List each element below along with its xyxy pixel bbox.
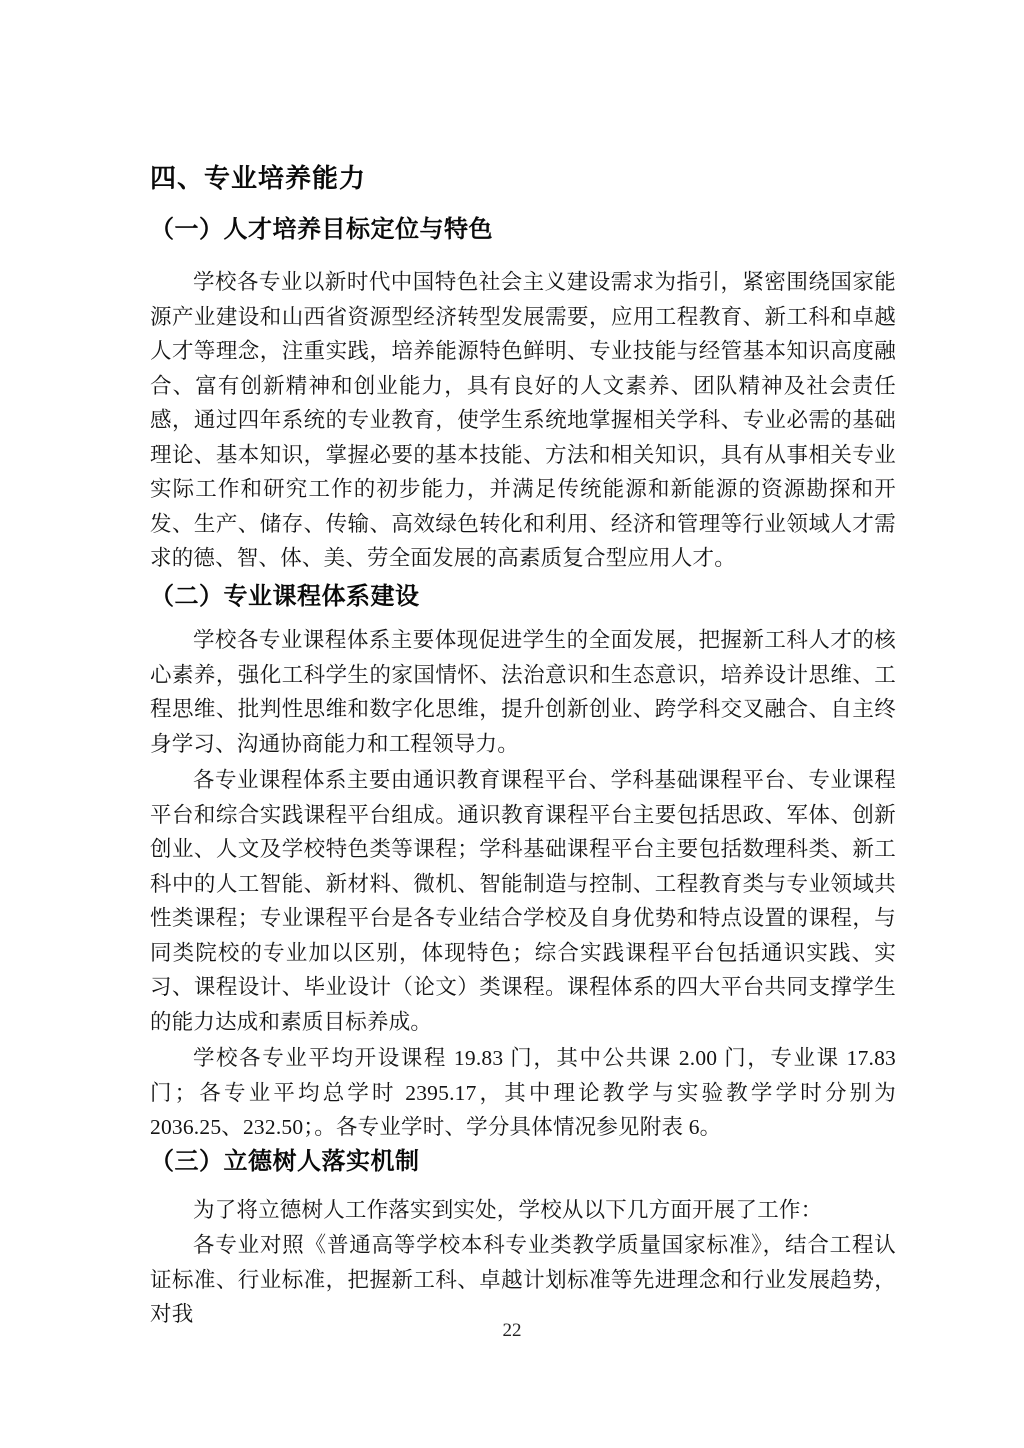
paragraph-talent-goals: 学校各专业以新时代中国特色社会主义建设需求为指引，紧密围绕国家能源产业建设和山西省资源型经济转型发展需要，应用工程教育、新工科和卓越人才等理念，注重实践，培养能源特色鲜明、专业技能与经管基本知识高度融合、富有创新精神和创业能力，具有良好的人文素养、团队精神及社会责任感，通过四年系统的专业教育，使学生系统地掌握相关学科、专业必需的基础理论、基本知识，掌握必要的基本技能、方法和相关知识，具有从事相关专业实际工作和研究工作的初步能力，并满足传统能源和新能源的资源勘探和开发、生产、储存、传输、高效绿色转化和利用、经济和管理等行业领域人才需求的德、智、体、美、劳全面发展的高素质复合型应用人才。 (150, 270, 896, 570)
subsection-heading-moral-education: （三）立德树人落实机制 (150, 1148, 420, 1175)
subsection-heading-curriculum-system: （二）专业课程体系建设 (150, 583, 420, 610)
paragraph-curriculum-overview: 学校各专业课程体系主要体现促进学生的全面发展，把握新工科人才的核心素养，强化工科学生的家国情怀、法治意识和生态意识，培养设计思维、工程思维、批判性思维和数字化思维，提升创新创业、跨学科交叉融合、自主终身学习、沟通协商能力和工程领导力。 (150, 628, 896, 756)
page-number: 22 (502, 1320, 522, 1341)
paragraph-curriculum-platforms: 各专业课程体系主要由通识教育课程平台、学科基础课程平台、专业课程平台和综合实践课程平台组成。通识教育课程平台主要包括思政、军体、创新创业、人文及学校特色类等课程；学科基础课程平台主要包括数理科类、新工科中的人工智能、新材料、微机、智能制造与控制、工程教育类与专业领域共性类课程；专业课程平台是各专业结合学校及自身优势和特点设置的课程，与同类院校的专业加以区别，体现特色；综合实践课程平台包括通识实践、实习、课程设计、毕业设计（论文）类课程。课程体系的四大平台共同支撑学生的能力达成和素质目标养成。 (150, 768, 896, 1034)
paragraph-course-statistics: 学校各专业平均开设课程 19.83 门，其中公共课 2.00 门，专业课 17.83 门；各专业平均总学时 2395.17，其中理论教学与实验教学学时分别为 2036.25、232.50；。各专业学时、学分具体情况参见附表 6。 (150, 1046, 896, 1139)
subsection-heading-talent-goals: （一）人才培养目标定位与特色 (150, 216, 493, 243)
paragraph-moral-education-intro: 为了将立德树人工作落实到实处，学校从以下几方面开展了工作： (193, 1198, 823, 1222)
paragraph-moral-education-standards: 各专业对照《普通高等学校本科专业类教学质量国家标准》，结合工程认证标准、行业标准，把握新工科、卓越计划标准等先进理念和行业发展趋势，对我 (150, 1233, 896, 1326)
chapter-heading: 四、专业培养能力 (150, 163, 367, 193)
